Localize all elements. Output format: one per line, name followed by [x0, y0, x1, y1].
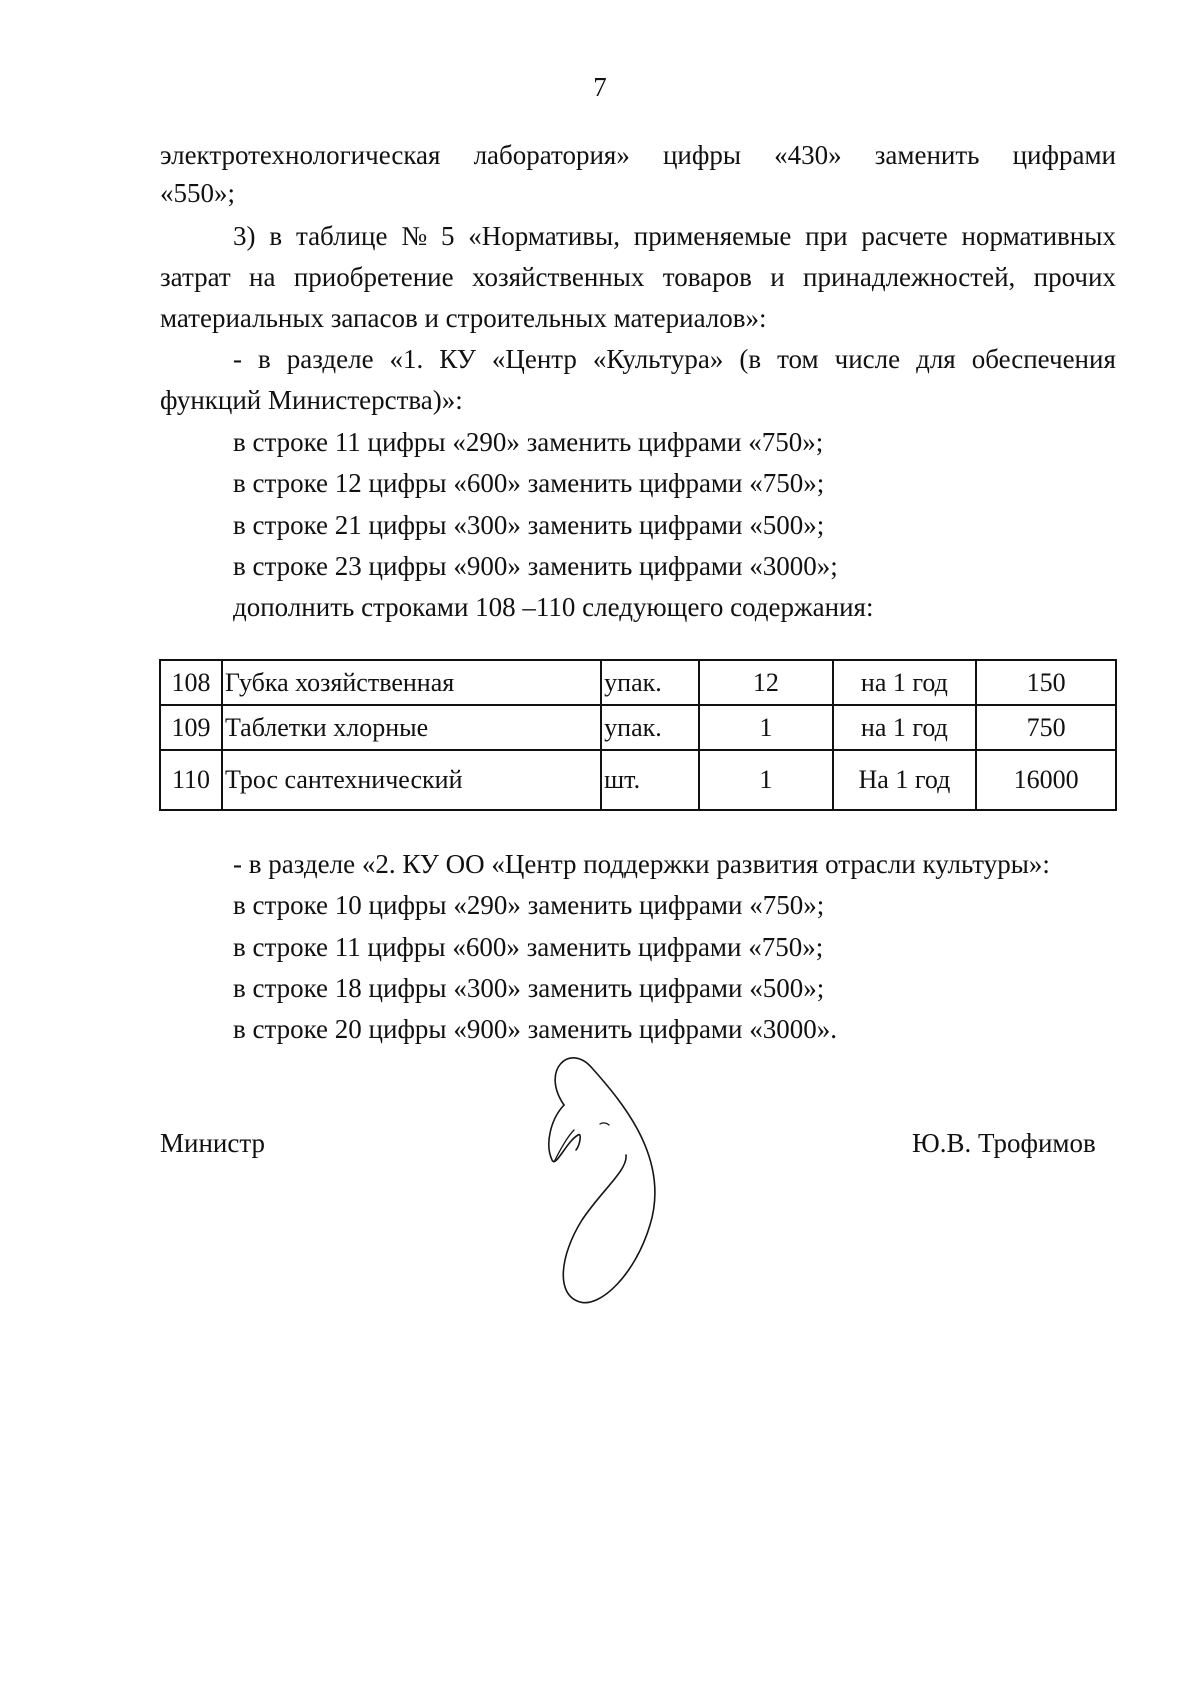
section2-item: в строке 18 цифры «300» заменить цифрами «500»; [233, 973, 825, 1003]
word: хозяйственных [471, 262, 645, 292]
word: в [257, 344, 271, 374]
section1-item: дополнить строками 108 –110 следующего содержания: [233, 592, 874, 622]
word: расчете [861, 221, 948, 251]
word: «Нормативы, [468, 221, 620, 251]
norms-table [159, 659, 1117, 811]
para1-line2: «550»; [160, 178, 236, 208]
word: «1. [389, 344, 424, 374]
word: «Центр [491, 344, 577, 374]
word: 3) [233, 221, 256, 251]
section2-item: в строке 11 цифры «600» заменить цифрами «750»; [233, 932, 824, 962]
word: заменить [874, 140, 980, 170]
word: прочих [1033, 262, 1116, 292]
cell-item-name: Таблетки хлорные [222, 705, 601, 750]
word: числе [834, 344, 901, 374]
cell-number: 109 [160, 705, 222, 750]
handwritten-signature [530, 1050, 690, 1320]
section1-item: в строке 12 цифры «600» заменить цифрами «750»; [233, 468, 825, 498]
word: на [249, 262, 276, 292]
cell-item-name: Губка хозяйственная [222, 660, 601, 705]
section1-line2: функций Министерства)»: [160, 385, 463, 415]
cell-quantity: 12 [699, 660, 833, 705]
table-row [160, 705, 1116, 750]
section2-item: в строке 20 цифры «900» заменить цифрами «3000». [233, 1014, 837, 1044]
cell-period: на 1 год [833, 705, 977, 750]
para1-line1 [160, 138, 1116, 172]
word: применяемые [633, 221, 792, 251]
cell-quantity: 1 [699, 705, 833, 750]
word: лаборатория» [473, 140, 630, 170]
word: приобретение [293, 262, 454, 292]
word: обеспечения [971, 344, 1116, 374]
word: при [805, 221, 848, 251]
cell-price: 16000 [976, 750, 1116, 810]
cell-unit: упак. [601, 705, 699, 750]
section1-item: в строке 21 цифры «300» заменить цифрами «500»; [233, 510, 825, 540]
cell-item-name: Трос сантехнический [222, 750, 601, 810]
word: - [233, 344, 242, 374]
word: цифры [662, 140, 742, 170]
word: 5 [440, 221, 455, 251]
word: и [770, 262, 785, 292]
section1-line1 [233, 342, 1116, 376]
word: для [916, 344, 956, 374]
section1-item: в строке 23 цифры «900» заменить цифрами «3000»; [233, 551, 838, 581]
cell-number: 110 [160, 750, 222, 810]
cell-quantity: 1 [699, 750, 833, 810]
word: в [269, 221, 283, 251]
para2-line2 [160, 260, 1116, 294]
cell-number: 108 [160, 660, 222, 705]
para2-line1 [233, 219, 1116, 253]
word: таблице [295, 221, 388, 251]
section2-item: в строке 10 цифры «290» заменить цифрами «750»; [233, 890, 825, 920]
page-number: 7 [593, 72, 607, 102]
word: цифрами [1012, 140, 1116, 170]
section2-heading: - в разделе «2. КУ ОО «Центр поддержки развития отрасли культуры»: [233, 849, 1050, 879]
word: затрат [160, 262, 231, 292]
word: «Культура» [592, 344, 724, 374]
word: № [401, 221, 428, 251]
section1-item: в строке 11 цифры «290» заменить цифрами «750»; [233, 427, 824, 457]
word: товаров [662, 262, 752, 292]
word: «430» [774, 140, 842, 170]
signatory-position: Министр [160, 1128, 265, 1158]
para2-line3: материальных запасов и строительных материалов»: [160, 303, 767, 333]
cell-period: на 1 год [833, 660, 977, 705]
cell-unit: упак. [601, 660, 699, 705]
cell-price: 150 [976, 660, 1116, 705]
word: разделе [286, 344, 374, 374]
word: нормативных [961, 221, 1116, 251]
word: (в [739, 344, 762, 374]
cell-period: На 1 год [833, 750, 977, 810]
signatory-name: Ю.В. Трофимов [912, 1128, 1096, 1158]
cell-price: 750 [976, 705, 1116, 750]
word: принадлежностей, [803, 262, 1016, 292]
word: электротехнологическая [160, 140, 441, 170]
table-row [160, 660, 1116, 705]
word: том [777, 344, 819, 374]
word: КУ [439, 344, 476, 374]
cell-unit: шт. [601, 750, 699, 810]
table-row [160, 750, 1116, 810]
